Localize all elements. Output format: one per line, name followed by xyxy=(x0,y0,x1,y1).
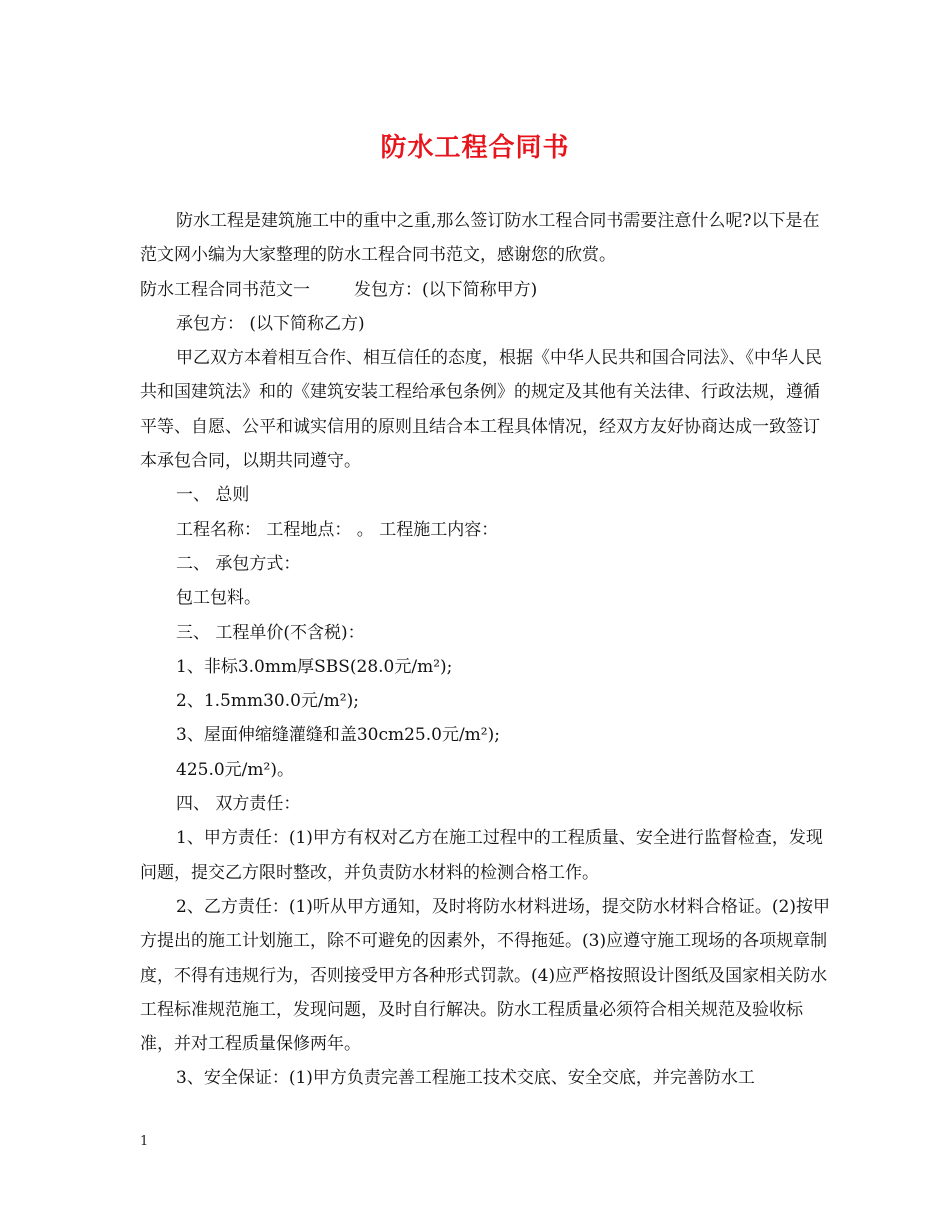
paragraph: 防水工程是建筑施工中的重中之重,那么签订防水工程合同书需要注意什么呢?以下是在范文网小编为大家整理的防水工程合同书范文，感谢您的欣赏。 xyxy=(140,211,820,266)
list-item: 2、1.5mm30.0元/m²); xyxy=(176,691,359,712)
document-body xyxy=(140,204,830,1096)
paragraph: 1、甲方责任：(1)甲方有权对乙方在施工过程中的工程质量、安全进行监督检查，发现问题，提交乙方限时整改，并负责防水材料的检测合格工作。 xyxy=(140,828,823,883)
section-heading: 二、 承包方式： xyxy=(176,553,301,574)
list-item: 1、非标3.0mm厚SBS(28.0元/m²); xyxy=(176,656,453,677)
document-title: 防水工程合同书 xyxy=(380,133,570,163)
section-heading: 一、 总则 xyxy=(176,485,250,506)
paragraph: 2、乙方责任：(1)听从甲方通知，及时将防水材料进场，提交防水材料合格证。(2)按甲方提出的施工计划施工，除不可避免的因素外，不得拖延。(3)应遵守施工现场的各项规章制度，不得有违规行为，否则接受甲方各种形式罚款。(4)应严格按照设计图纸及国家相关防水工程标准规范施工，发现问题，及时自行解决。防水工程质量必须符合相关规范及验收标准，并对工程质量保修两年。 xyxy=(140,896,830,1055)
list-item: 425.0元/m²)。 xyxy=(176,759,294,780)
paragraph: 承包方： (以下简称乙方) xyxy=(176,313,365,334)
paragraph: 包工包料。 xyxy=(176,588,261,609)
paragraph-with-party xyxy=(140,273,830,307)
paragraph: 3、安全保证：(1)甲方负责完善工程施工技术交底、安全交底，并完善防水工 xyxy=(176,1068,755,1089)
paragraph: 甲乙双方本着相互合作、相互信任的态度，根据《中华人民共和国合同法》、《中华人民共和国建筑法》和的《建筑安装工程给承包条例》的规定及其他有关法律、行政法规，遵循平等、自愿、公平和诚实信用的原则且结合本工程具体情况，经双方友好协商达成一致签订本承包合同，以期共同遵守。 xyxy=(140,348,822,472)
list-item: 3、屋面伸缩缝灌缝和盖30cm25.0元/m²); xyxy=(176,725,500,746)
section-heading: 防水工程合同书范文一 xyxy=(140,279,310,300)
contract-party: 发包方：(以下简称甲方) xyxy=(354,279,538,300)
section-heading: 三、 工程单价(不含税)： xyxy=(176,622,365,643)
page-number: 1 xyxy=(140,1134,149,1149)
paragraph: 工程名称： 工程地点： 。 工程施工内容： xyxy=(176,519,499,540)
section-heading: 四、 双方责任： xyxy=(176,794,301,815)
